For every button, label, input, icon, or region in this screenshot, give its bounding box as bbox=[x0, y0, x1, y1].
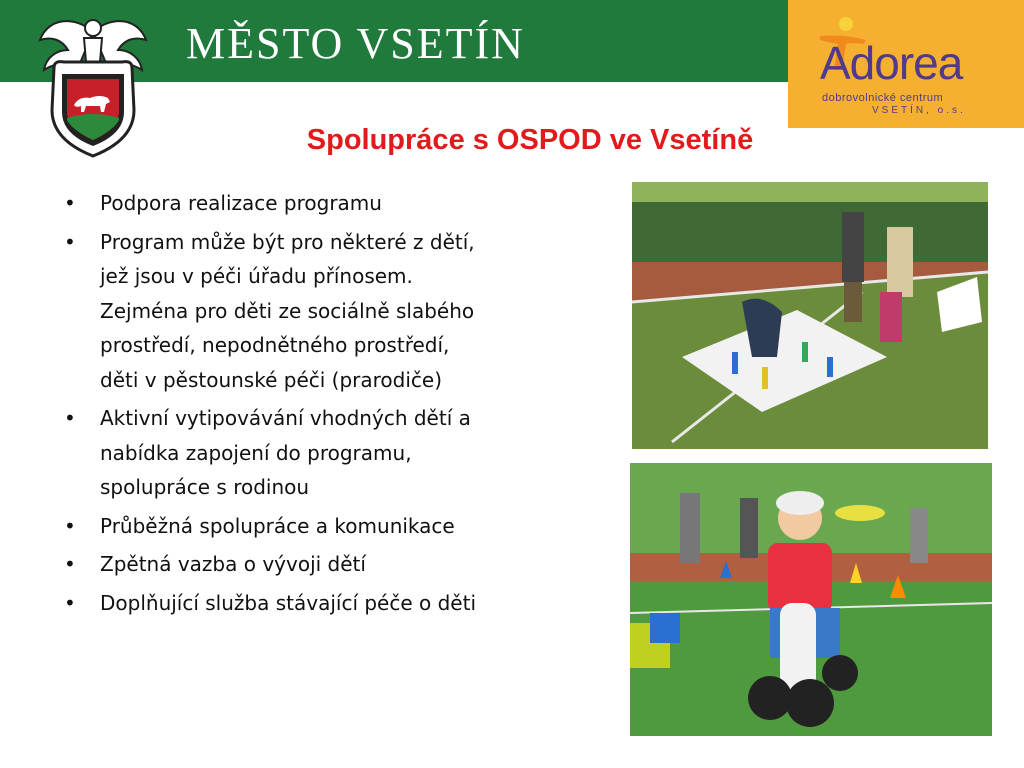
photo-child-on-ride-on-toy bbox=[630, 463, 992, 736]
bullet-icon: • bbox=[64, 513, 76, 538]
adorea-subtitle: dobrovolnické centrum bbox=[822, 92, 944, 104]
adorea-logo-text: Adorea bbox=[820, 37, 963, 89]
slide-title: Spolupráce s OSPOD ve Vsetíně bbox=[306, 124, 754, 156]
bullet-text: Program může být pro některé z dětí, jež jsou v péči úřadu přínosem. Zejména pro děti ze sociálně slabého prostředí, nepodnětného prostředí, děti v pěstounské péči (prarodiče) bbox=[100, 229, 475, 392]
bullet-icon: • bbox=[64, 552, 76, 576]
bullet-item bbox=[62, 225, 492, 398]
bullet-text: Zpětná vazba o vývoji dětí bbox=[100, 552, 366, 576]
bullet-item bbox=[62, 401, 492, 505]
bullet-text: Průběžná spolupráce a komunikace bbox=[100, 513, 455, 538]
bullet-item bbox=[62, 509, 492, 544]
bullet-text: Doplňující služba stávající péče o děti bbox=[100, 590, 477, 615]
bullet-icon: • bbox=[64, 590, 76, 615]
bullet-text: Aktivní vytipovávání vhodných dětí a nabídka zapojení do programu, spolupráce s rodinou bbox=[100, 406, 471, 499]
city-title: MĚSTO VSETÍN bbox=[186, 19, 525, 68]
bullet-item bbox=[62, 186, 492, 221]
adorea-location: VSETÍN, o.s. bbox=[872, 105, 966, 116]
adorea-logo bbox=[788, 0, 1024, 128]
bullet-list bbox=[62, 186, 492, 624]
bullet-text: Podpora realizace programu bbox=[100, 191, 382, 215]
bullet-icon: • bbox=[64, 406, 76, 430]
bullet-item bbox=[62, 547, 492, 582]
coat-of-arms-logo bbox=[34, 10, 152, 160]
bullet-item bbox=[62, 586, 492, 621]
photo-board-game-playground bbox=[632, 182, 988, 449]
bullet-icon: • bbox=[64, 229, 76, 254]
bullet-icon: • bbox=[64, 191, 76, 215]
